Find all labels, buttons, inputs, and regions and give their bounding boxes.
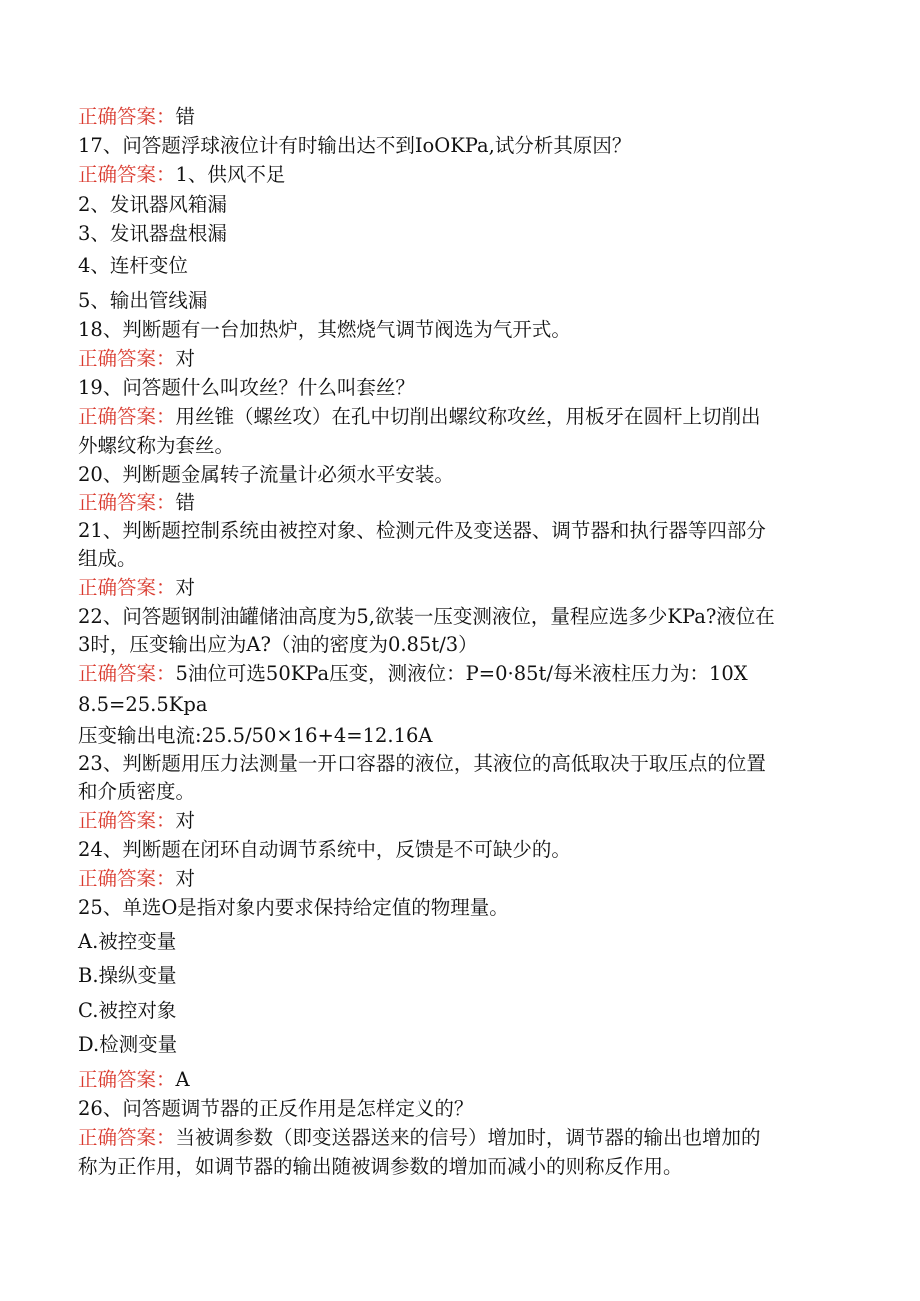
question-line: 19、问答题什么叫攻丝？什么叫套丝？	[78, 376, 415, 399]
option-line: A.被控变量	[78, 930, 177, 953]
answer-continuation: 压变输出电流:25.5∕50×16+4=12.16A	[78, 724, 433, 747]
answer-text: 对	[175, 576, 196, 599]
question-line: 21、判断题控制系统由被控对象、检测元件及变送器、调节器和执行器等四部分	[78, 519, 766, 542]
answer-continuation: 2、发讯器风箱漏	[78, 193, 227, 216]
answer-label: 正确答案：	[78, 105, 176, 128]
answer-text: 用丝锥（螺丝攻）在孔中切削出螺纹称攻丝，用板牙在圆杆上切削出	[175, 405, 761, 428]
question-continuation: 3时，压变输出应为A?（油的密度为0.85t∕3）	[78, 633, 478, 656]
question-continuation: 组成。	[78, 547, 137, 570]
question-continuation: 和介质密度。	[78, 780, 196, 803]
answer-text: A	[175, 1068, 190, 1091]
answer-text: 5油位可选50KPa压变，测液位：P=0·85t/每米液柱压力为：10X	[175, 662, 748, 685]
answer-line	[78, 866, 838, 892]
answer-continuation: 4、连杆变位	[78, 254, 188, 277]
answer-text: 对	[175, 867, 196, 890]
answer-line	[78, 404, 838, 430]
answer-line	[78, 1067, 838, 1093]
answer-line	[78, 1125, 838, 1151]
answer-text: 1、供风不足	[175, 163, 286, 186]
option-line: C.被控对象	[78, 999, 177, 1022]
question-line: 24、判断题在闭环自动调节系统中，反馈是不可缺少的。	[78, 838, 571, 861]
answer-line	[78, 808, 838, 834]
answer-label: 正确答案：	[78, 662, 176, 685]
answer-text: 错	[175, 491, 196, 514]
answer-line	[78, 490, 838, 516]
answer-line	[78, 104, 838, 130]
answer-label: 正确答案：	[78, 491, 176, 514]
answer-line	[78, 661, 838, 687]
answer-line	[78, 575, 838, 601]
question-line: 23、判断题用压力法测量一开口容器的液位，其液位的高低取决于取压点的位置	[78, 752, 766, 775]
answer-label: 正确答案：	[78, 1126, 176, 1149]
option-line: B.操纵变量	[78, 964, 177, 987]
answer-continuation: 外螺纹称为套丝。	[78, 434, 235, 457]
answer-continuation: 5、输出管线漏	[78, 289, 208, 312]
answer-label: 正确答案：	[78, 576, 176, 599]
answer-text: 当被调参数（即变送器送来的信号）增加时，调节器的输出也增加的	[175, 1126, 761, 1149]
question-line: 22、问答题钢制油罐储油高度为5,欲装一压变测液位，量程应选多少KPa?液位在	[78, 605, 775, 628]
question-line: 18、判断题有一台加热炉，其燃烧气调节阀选为气开式。	[78, 318, 571, 341]
question-line: 25、单选O是指对象内要求保持给定值的物理量。	[78, 896, 509, 919]
option-line: D.检测变量	[78, 1033, 178, 1056]
answer-label: 正确答案：	[78, 867, 176, 890]
answer-text: 对	[175, 809, 196, 832]
answer-label: 正确答案：	[78, 809, 176, 832]
answer-text: 错	[175, 105, 196, 128]
answer-continuation: 3、发讯器盘根漏	[78, 222, 227, 245]
question-line: 20、判断题金属转子流量计必须水平安装。	[78, 463, 454, 486]
answer-line	[78, 346, 838, 372]
answer-label: 正确答案：	[78, 405, 176, 428]
question-line: 26、问答题调节器的正反作用是怎样定义的？	[78, 1097, 474, 1120]
answer-label: 正确答案：	[78, 163, 176, 186]
answer-line	[78, 162, 838, 188]
answer-text: 对	[175, 347, 196, 370]
answer-label: 正确答案：	[78, 347, 176, 370]
answer-continuation: 8.5=25.5Kpa	[78, 693, 208, 716]
answer-label: 正确答案：	[78, 1068, 176, 1091]
question-line: 17、问答题浮球液位计有时输出达不到IoOKPa,试分析其原因？	[78, 134, 632, 157]
answer-continuation: 称为正作用，如调节器的输出随被调参数的增加而减小的则称反作用。	[78, 1155, 683, 1178]
